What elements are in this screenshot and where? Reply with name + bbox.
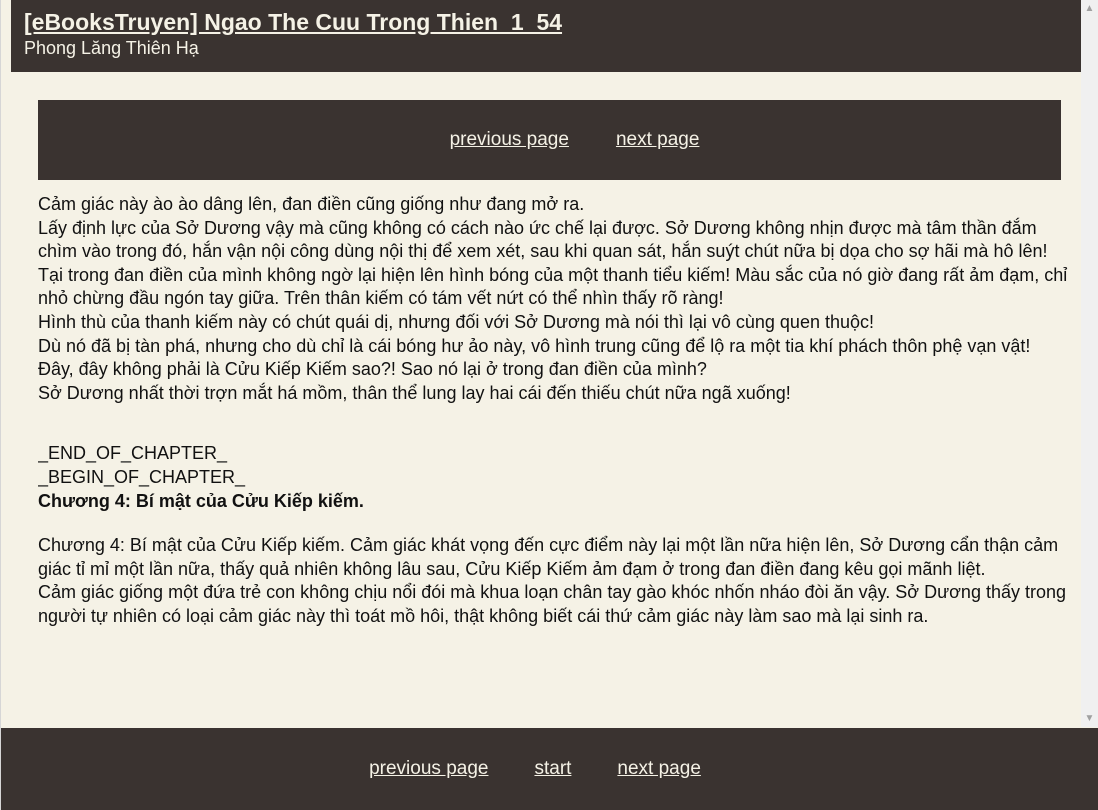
book-title-link[interactable]: [eBooksTruyen] Ngao The Cuu Trong Thien_1_54 bbox=[24, 9, 563, 35]
bottom-navigation-bar bbox=[1, 728, 1098, 810]
top-previous-page-link[interactable]: previous page bbox=[449, 129, 569, 150]
paragraph: Cảm giác giống một đứa trẻ con không chịu nổi đói mà khua loạn chân tay gào khóc nhốn nháo đòi ăn vậy. Sở Dương thấy trong người tự nhiên có loại cảm giác này thì toát mồ hôi, thật không biết cái thứ cảm giác này làm sao mà lại sinh ra. bbox=[38, 582, 1067, 626]
triangle-down-icon[interactable]: ▼ bbox=[1084, 713, 1095, 724]
vertical-scrollbar[interactable] bbox=[1081, 0, 1098, 727]
book-author: Phong Lăng Thiên Hạ bbox=[24, 38, 199, 58]
end-of-chapter-marker: _END_OF_CHAPTER_ bbox=[38, 443, 228, 464]
paragraph: Đây, đây không phải là Cửu Kiếp Kiếm sao?! Sao nó lại ở trong đan điền của mình? bbox=[38, 359, 707, 380]
top-navigation-bar bbox=[38, 100, 1061, 180]
paragraph: Dù nó đã bị tàn phá, nhưng cho dù chỉ là cái bóng hư ảo này, vô hình trung cũng để lộ ra một tia khí phách thôn phệ vạn vật! bbox=[38, 335, 1031, 356]
begin-of-chapter-marker: _BEGIN_OF_CHAPTER_ bbox=[38, 466, 246, 487]
bottom-next-page-link[interactable]: next page bbox=[617, 758, 701, 779]
bottom-start-link[interactable]: start bbox=[534, 758, 572, 779]
paragraph: Hình thù của thanh kiếm này có chút quái dị, nhưng đối với Sở Dương mà nói thì lại vô cùng quen thuộc! bbox=[38, 311, 874, 332]
paragraph: Tại trong đan điền của mình không ngờ lại hiện lên hình bóng của một thanh tiểu kiếm! Màu sắc của nó giờ đang rất ảm đạm, chỉ nhỏ chừng đầu ngón tay giữa. Trên thân kiếm có tám vết nứt có thể nhìn thấy rõ ràng! bbox=[38, 264, 1068, 309]
paragraph: Sở Dương nhất thời trợn mắt há mồm, thân thể lung lay hai cái đến thiếu chút nữa ngã xuống! bbox=[38, 382, 791, 403]
bottom-previous-page-link[interactable]: previous page bbox=[369, 758, 489, 779]
book-header bbox=[11, 0, 1081, 72]
paragraph: Lấy định lực của Sở Dương vậy mà cũng không có cách nào ức chế lại được. Sở Dương không nhịn được mà tâm thần đắm chìm vào trong đó, hắn vận nội công dùng nội thị để xem xét, sau khi quan sát, hắn suýt chút nữa bị dọa cho sợ hãi mà hô lên! bbox=[38, 217, 1048, 262]
chapter-content bbox=[38, 193, 1068, 725]
spacer bbox=[38, 405, 1068, 442]
triangle-up-icon[interactable]: ▲ bbox=[1084, 3, 1095, 14]
paragraph: Chương 4: Bí mật của Cửu Kiếp kiếm. Cảm giác khát vọng đến cực điểm này lại một lần nữa hiện lên, Sở Dương cẩn thận cảm giác tỉ mỉ một lần nữa, thấy quả nhiên không lâu sau, Cửu Kiếp Kiếm ảm đạm ở trong đan điền đang kêu gọi mãnh liệt. bbox=[38, 535, 1059, 579]
paragraph: Cảm giác này ào ào dâng lên, đan điền cũng giống như đang mở ra. bbox=[38, 194, 585, 214]
top-next-page-link[interactable]: next page bbox=[615, 129, 700, 150]
spacer bbox=[38, 513, 1068, 534]
chapter-heading: Chương 4: Bí mật của Cửu Kiếp kiếm. bbox=[38, 490, 364, 511]
